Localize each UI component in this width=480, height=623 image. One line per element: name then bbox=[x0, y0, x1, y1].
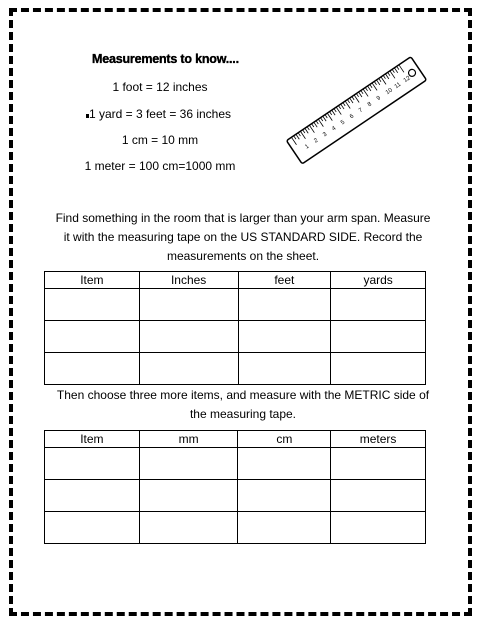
table-cell[interactable] bbox=[238, 480, 331, 512]
table-cell[interactable] bbox=[45, 321, 140, 353]
col-header-item: Item bbox=[45, 431, 140, 448]
table-cell[interactable] bbox=[139, 321, 238, 353]
page-title: Measurements to know.... bbox=[92, 52, 239, 66]
col-header-meters: meters bbox=[331, 431, 426, 448]
col-header-cm: cm bbox=[238, 431, 331, 448]
table-row bbox=[45, 480, 426, 512]
ruler-number: 2 bbox=[313, 137, 320, 145]
us-measurement-table bbox=[44, 271, 426, 385]
ruler-number: 1 bbox=[304, 143, 311, 151]
ruler-number: 9 bbox=[375, 95, 383, 103]
instruction2-line2: the measuring tape. bbox=[189, 407, 297, 421]
col-header-yards: yards bbox=[331, 272, 426, 289]
ruler-number: 6 bbox=[349, 113, 356, 121]
table-cell[interactable] bbox=[139, 353, 238, 385]
col-header-inches: Inches bbox=[139, 272, 238, 289]
ruler-number: 8 bbox=[366, 101, 374, 109]
table-cell[interactable] bbox=[331, 480, 426, 512]
ruler-number: 7 bbox=[357, 107, 365, 115]
conversion-yard: 1 yard = 3 feet = 36 inches bbox=[88, 107, 232, 121]
table-header-row bbox=[45, 272, 426, 289]
ruler-icon bbox=[284, 50, 434, 175]
ruler-number: 12 bbox=[402, 75, 412, 85]
table-cell[interactable] bbox=[139, 448, 238, 480]
conversion-meter: 1 meter = 100 cm=1000 mm bbox=[84, 159, 236, 173]
col-header-feet: feet bbox=[238, 272, 331, 289]
ruler-number: 3 bbox=[322, 131, 329, 139]
table-cell[interactable] bbox=[45, 480, 140, 512]
ruler-number: 10 bbox=[384, 87, 394, 97]
metric-measurement-table bbox=[44, 430, 426, 544]
table-row bbox=[45, 448, 426, 480]
ruler-number: 5 bbox=[340, 119, 347, 127]
table-cell[interactable] bbox=[331, 512, 426, 544]
table-cell[interactable] bbox=[238, 448, 331, 480]
table-cell[interactable] bbox=[331, 353, 426, 385]
table-row bbox=[45, 289, 426, 321]
table-header-row bbox=[45, 431, 426, 448]
table-cell[interactable] bbox=[331, 321, 426, 353]
table-cell[interactable] bbox=[238, 289, 331, 321]
table-cell[interactable] bbox=[331, 448, 426, 480]
instruction1-line2: it with the measuring tape on the US STANDARD SIDE. Record the bbox=[63, 230, 423, 244]
instruction2-line1: Then choose three more items, and measure with the METRIC side of bbox=[56, 388, 430, 402]
table-cell[interactable] bbox=[45, 353, 140, 385]
table-cell[interactable] bbox=[45, 289, 140, 321]
table-row bbox=[45, 512, 426, 544]
ruler-number: 4 bbox=[331, 125, 338, 133]
col-header-item: Item bbox=[45, 272, 140, 289]
table-cell[interactable] bbox=[238, 321, 331, 353]
table-cell[interactable] bbox=[139, 512, 238, 544]
table-cell[interactable] bbox=[238, 353, 331, 385]
instruction1-line3: measurements on the sheet. bbox=[166, 249, 320, 263]
ruler-number: 11 bbox=[393, 81, 403, 91]
table-cell[interactable] bbox=[45, 512, 140, 544]
table-row bbox=[45, 321, 426, 353]
table-row bbox=[45, 353, 426, 385]
col-header-mm: mm bbox=[139, 431, 238, 448]
table-cell[interactable] bbox=[45, 448, 140, 480]
conversion-cm: 1 cm = 10 mm bbox=[121, 133, 199, 147]
table-cell[interactable] bbox=[331, 289, 426, 321]
table-cell[interactable] bbox=[139, 289, 238, 321]
table-cell[interactable] bbox=[238, 512, 331, 544]
table-cell[interactable] bbox=[139, 480, 238, 512]
instruction1-line1: Find something in the room that is larger than your arm span. Measure bbox=[55, 211, 431, 225]
conversion-foot: 1 foot = 12 inches bbox=[112, 80, 208, 94]
